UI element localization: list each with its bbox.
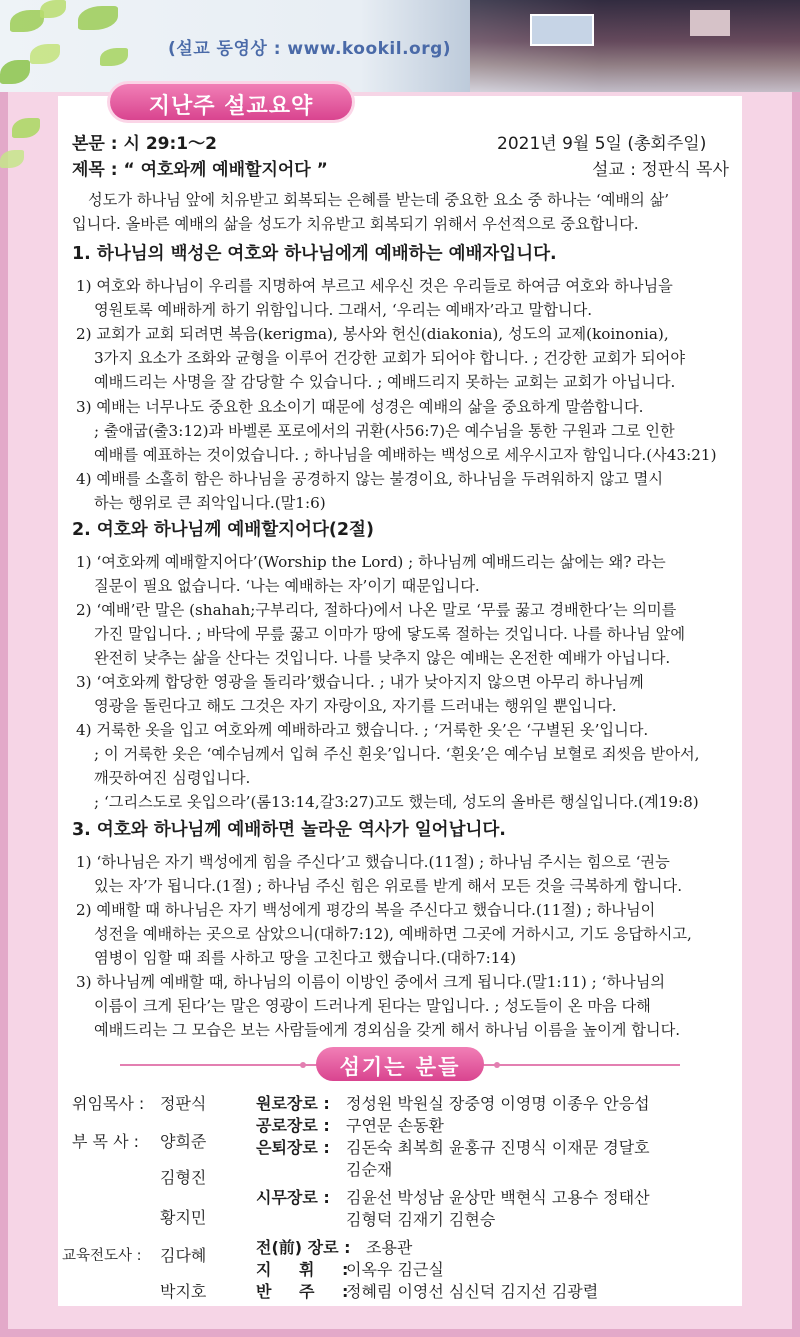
intro-line: 성도가 하나님 앞에 치유받고 회복되는 은혜를 받는데 중요한 요소 중 하나는 ‘예배의 삶’ <box>88 191 670 209</box>
body-line: ; 출애굽(출3:12)과 바벨론 포로에서의 귀환(사56:7)은 예수님을 통한 구원과 그로 인한 <box>94 422 675 440</box>
body-line: 2) ‘예배’란 말은 (shahah;구부리다, 절하다)에서 나온 말로 ‘무릎 꿇고 경배한다’는 의미를 <box>76 601 677 619</box>
servant-name: 김다혜 <box>160 1246 207 1265</box>
servants-title: 섬기는 분들 <box>339 1055 461 1079</box>
servant-name: 박지호 <box>160 1282 207 1301</box>
servant-name: 조용관 <box>366 1238 413 1257</box>
body-line: 염병이 임할 때 죄를 사하고 땅을 고친다고 했습니다.(대하7:14) <box>94 949 517 967</box>
leaf-decoration <box>78 6 118 30</box>
servant-name: 이옥우 김근실 <box>346 1260 444 1279</box>
scripture-reference: 본문 : 시 29:1～2 <box>72 134 217 154</box>
servant-name: 정성원 박원실 장중영 이영명 이종우 안응섭 <box>346 1094 650 1113</box>
sermon-date: 2021년 9월 5일 (총회주일) <box>497 134 707 154</box>
servant-label: 지 휘 : <box>256 1260 349 1279</box>
servant-label: 전(前) 장로 : <box>256 1238 351 1257</box>
servant-name: 정혜림 이영선 심신덕 김지선 김광렬 <box>346 1282 599 1301</box>
body-line: 2) 예배할 때 하나님은 자기 백성에게 평강의 복을 주신다고 했습니다.(11절) ; 하나님이 <box>76 901 656 919</box>
servant-label: 부 목 사 : <box>72 1132 140 1151</box>
body-line: 3가지 요소가 조화와 균형을 이루어 건강한 교회가 되어야 합니다. ; 건강한 교회가 되어야 <box>94 349 686 367</box>
preacher: 설교 : 정판식 목사 <box>592 160 729 180</box>
leaf-decoration <box>40 0 66 18</box>
sermon-title: 제목 : “ 여호와께 예배할지어다 ” <box>72 160 328 180</box>
section-heading: 2. 여호와 하나님께 예배할지어다(2절) <box>72 520 374 540</box>
body-line: 질문이 필요 없습니다. ‘나는 예배하는 자’이기 때문입니다. <box>94 577 480 595</box>
servant-name: 정판식 <box>160 1094 207 1113</box>
intro-line: 입니다. 올바른 예배의 삶을 성도가 치유받고 회복되기 위해서 우선적으로 중요합니다. <box>72 215 639 233</box>
worship-photo-screen <box>530 14 594 46</box>
section-title-badge <box>110 84 352 120</box>
divider-dot <box>300 1062 306 1068</box>
servant-label: 반 주 : <box>256 1282 349 1301</box>
body-line: 1) 여호와 하나님이 우리를 지명하여 부르고 세우신 것은 우리들로 하여금 여호와 하나님을 <box>76 277 673 295</box>
body-line: 영광을 돌린다고 해도 그것은 자기 자랑이요, 자기를 드러내는 행위일 뿐입니다. <box>94 697 617 715</box>
servant-label: 공로장로 : <box>256 1116 330 1135</box>
body-line: 1) ‘하나님은 자기 백성에게 힘을 주신다’고 했습니다.(11절) ; 하나님 주시는 힘으로 ‘권능 <box>76 853 670 871</box>
servant-label: 원로장로 : <box>256 1094 330 1113</box>
body-line: 3) 예배는 너무나도 중요한 요소이기 때문에 성경은 예배의 삶을 중요하게 말씀합니다. <box>76 398 644 416</box>
body-line: 이름이 크게 된다’는 말은 영광이 드러나게 된다는 말입니다. ; 성도들이 온 마음 다해 <box>94 997 651 1015</box>
servant-name: 김형진 <box>160 1168 207 1187</box>
body-line: 예배드리는 그 모습은 보는 사람들에게 경외심을 갖게 해서 하나님 이름을 높이게 합니다. <box>94 1021 681 1039</box>
section-heading: 3. 여호와 하나님께 예배하면 놀라운 역사가 일어납니다. <box>72 820 506 840</box>
body-line: 성전을 예배하는 곳으로 삼았으니(대하7:12), 예배하면 그곳에 거하시고, 기도 응답하시고, <box>94 925 692 943</box>
section-heading: 1. 하나님의 백성은 여호와 하나님에게 예배하는 예배자입니다. <box>72 244 557 264</box>
leaf-decoration <box>100 48 128 66</box>
servant-label: 시무장로 : <box>256 1188 330 1207</box>
sermon-video-url[interactable]: (설교 동영상 : www.kookil.org) <box>168 39 452 59</box>
worship-photo-screen-2 <box>690 10 730 36</box>
body-line: 4) 거룩한 옷을 입고 여호와께 예배하라고 했습니다. ; ‘거룩한 옷’은 ‘구별된 옷’입니다. <box>76 721 649 739</box>
servant-name: 양희준 <box>160 1132 207 1151</box>
body-line: 예배드리는 사명을 잘 감당할 수 있습니다. ; 예배드리지 못하는 교회는 교회가 아닙니다. <box>94 373 676 391</box>
servants-title-badge <box>316 1047 484 1081</box>
body-line: 3) 하나님께 예배할 때, 하나님의 이름이 이방인 중에서 크게 됩니다.(말1:11) ; ‘하나님의 <box>76 973 666 991</box>
body-line: ; ‘그리스도로 옷입으라’(롬13:14,갈3:27)고도 했는데, 성도의 올바른 행실입니다.(계19:8) <box>94 793 699 811</box>
body-line: 영원토록 예배하게 하기 위함입니다. 그래서, ‘우리는 예배자’라고 말합니다. <box>94 301 593 319</box>
body-line: 3) ‘여호와께 합당한 영광을 돌리라’했습니다. ; 내가 낮아지지 않으면 아무리 하나님께 <box>76 673 644 691</box>
header-banner <box>0 0 800 92</box>
servant-name: 김순재 <box>346 1160 393 1179</box>
worship-photo <box>470 0 800 92</box>
servant-label: 교육전도사 : <box>62 1248 142 1264</box>
body-line: 2) 교회가 교회 되려면 복음(kerigma), 봉사와 헌신(diakonia), 성도의 교제(koinonia), <box>76 325 669 343</box>
leaf-decoration <box>30 44 60 64</box>
leaf-decoration <box>10 10 44 32</box>
body-line: 완전히 낮추는 삶을 산다는 것입니다. 나를 낮추지 않은 예배는 온전한 예배가 아닙니다. <box>94 649 671 667</box>
servant-name: 김윤선 박성남 윤상만 백현식 고용수 정태산 <box>346 1188 650 1207</box>
body-line: 예배를 예표하는 것이었습니다. ; 하나님을 예배하는 백성으로 세우시고자 함입니다.(사43:21) <box>94 446 717 464</box>
servant-name: 김형덕 김재기 김현승 <box>346 1210 496 1229</box>
body-line: 가진 말입니다. ; 바닥에 무릎 꿇고 이마가 땅에 닿도록 절하는 것입니다. 나를 하나님 앞에 <box>94 625 686 643</box>
servant-label: 은퇴장로 : <box>256 1138 330 1157</box>
section-title: 지난주 설교요약 <box>148 94 314 119</box>
body-line: 하는 행위로 큰 죄악입니다.(말1:6) <box>94 494 326 512</box>
body-line: ; 이 거룩한 옷은 ‘예수님께서 입혀 주신 흰옷’입니다. ‘흰옷’은 예수님 보혈로 죄씻음 받아서, <box>94 745 700 763</box>
divider-dot <box>494 1062 500 1068</box>
body-line: 있는 자’가 됩니다.(1절) ; 하나님 주신 힘은 위로를 받게 해서 모든 것을 극복하게 합니다. <box>94 877 683 895</box>
body-line: 1) ‘여호와께 예배할지어다’(Worship the Lord) ; 하나님께 예배드리는 삶에는 왜? 라는 <box>76 553 666 571</box>
servant-label: 위임목사 : <box>72 1094 145 1113</box>
servant-name: 김돈숙 최복희 윤홍규 진명식 이재문 경달호 <box>346 1138 650 1157</box>
body-line: 깨끗하여진 심령입니다. <box>94 769 251 787</box>
servant-name: 구연문 손동환 <box>346 1116 444 1135</box>
leaf-decoration <box>0 60 30 84</box>
servant-name: 황지민 <box>160 1208 207 1227</box>
body-line: 4) 예배를 소홀히 함은 하나님을 공경하지 않는 불경이요, 하나님을 두려워하지 않고 멸시 <box>76 470 664 488</box>
